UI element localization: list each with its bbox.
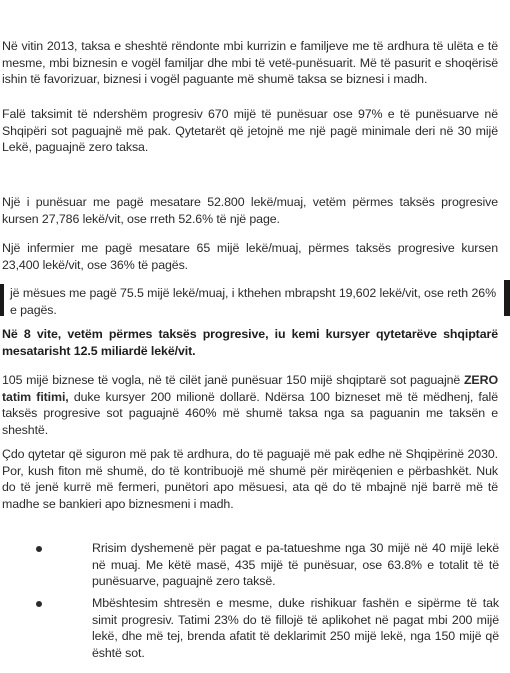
paragraph-eight-years-savings: Në 8 vite, vetëm përmes taksës progresive, iu kemi kursyer qytetarëve shqiptarë mesatarisht 12.5 miliardë lekë/vit. xyxy=(2,327,498,358)
paragraph-flat-tax-2013: Në vitin 2013, taksa e sheshtë rëndonte mbi kurrizin e familjeve me të ardhura të ulëta e të mesme, mbi biznesin e vogël familjar dhe mbi të vetë-punësuarit. Më të pasurit e shoqërisë ishin të favorizuar, biznesi i vogël paguante më shumë taksa se biznesi i madh. xyxy=(2,39,498,87)
bullet-text-middle-class: Mbështesim shtresën e mesme, duke rishikuar fashën e sipërme të tak simit progresiv. Tatimi 23% do të fillojë të aplikohet në pagat mbi 200 mijë lekë, dhe më tej, brenda afatit të deklarimit 250 mijë lekë, nga 150 mijë që është sot. xyxy=(92,596,499,660)
paragraph-nurse-savings: Një infermier me pagë mesatare 65 mijë lekë/muaj, përmes taksës progresive kursen 23,400 lekë/vit, ose 36% të pagës. xyxy=(2,241,498,272)
paragraph-average-wage-worker: Një i punësuar me pagë mesatare 52.800 lekë/muaj, vetëm përmes taksës progresive kursen 27,786 lekë/vit, ose rreth 52.6% të një page. xyxy=(2,195,498,226)
bullet-dot-icon xyxy=(36,601,42,607)
bullet-text-tax-floor: Rrisim dyshemenë për pagat e pa-tatueshme nga 30 mijë në 40 mijë lekë në muaj. Me këtë masë, 435 mijë të punësuar, ose 63.8% e totalit të të punësuarve, paguajnë zero taksë. xyxy=(92,541,499,589)
paragraph-teacher-savings: jë mësues me pagë 75.5 mijë lekë/muaj, i kthehen mbrapsht 19,602 lekë/vit, ose reth 26% e pagës. xyxy=(10,286,496,317)
paragraph-albania-2030: Çdo qytetar që siguron më pak të ardhura, do të paguajë më pak edhe në Shqipërinë 2030. Por, kush fiton më shumë, do të kontribuojë më shumë për mirëqenien e përbashkët. Nuk do të jenë kurrë më fermeri, punëtori apo mësuesi, ata që do të mbajnë një barrë më të madhe se bankieri apo biznesmeni i madh. xyxy=(2,447,498,511)
small-business-text-end: duke kursyer 200 milionë dollarë. Ndërsa 100 bizneset më të mëdhenj, falë taksës progresive sot paguajnë 460% më shumë taksa nga sa paguanin me taksën e sheshtë. xyxy=(2,389,498,437)
left-edge-marker xyxy=(0,284,4,316)
small-business-text-start: 105 mijë biznese të vogla, në të cilët janë punësuar 150 mijë shqiptarë sot paguajnë xyxy=(2,373,464,387)
right-edge-marker xyxy=(504,280,510,316)
bullet-dot-icon xyxy=(36,546,42,552)
paragraph-small-businesses xyxy=(2,372,498,438)
paragraph-progressive-tax-670k: Falë taksimit të ndershëm progresiv 670 mijë të punësuar ose 97% e të punësuarve në Shqipëri sot paguajnë më pak. Qytetarët që jetojnë me një pagë minimale deri në 30 mijë Lekë, paguajnë zero taksa. xyxy=(2,107,498,155)
zero-profit-tax-emphasis: ZERO tatim fitimi, xyxy=(2,373,498,404)
